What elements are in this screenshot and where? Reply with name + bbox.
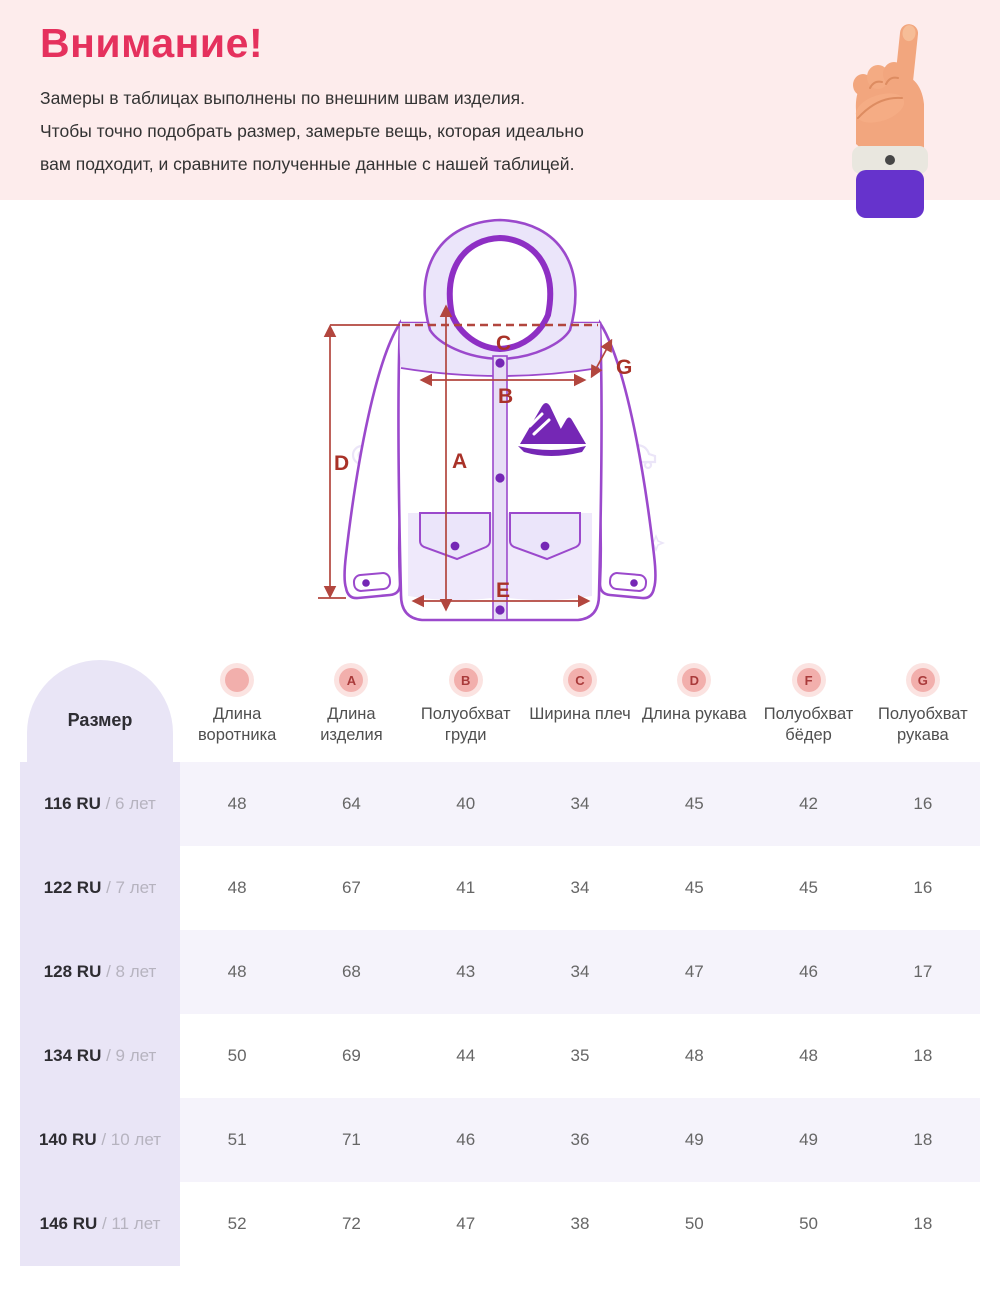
measure-letter: G [911, 668, 935, 692]
column-header [523, 650, 637, 762]
value-cell: 34 [523, 762, 637, 846]
value-cell: 69 [341, 1046, 361, 1065]
value-cell: 18 [913, 1214, 933, 1233]
value-cell: 49 [751, 1098, 865, 1182]
size-cell [20, 1098, 180, 1182]
size-value: 128 RU [43, 962, 102, 981]
column-label: Ширина плеч [529, 705, 631, 723]
value-cell: 16 [913, 878, 933, 897]
measure-letter-icon [449, 663, 483, 697]
value-cell: 49 [637, 1098, 751, 1182]
size-column-header [20, 650, 180, 762]
value-cell: 50 [684, 1214, 704, 1233]
value-cell: 17 [866, 930, 980, 1014]
column-header [180, 650, 294, 762]
measure-letter-icon [563, 663, 597, 697]
measure-letter-icon [792, 663, 826, 697]
measure-letter-icon [677, 663, 711, 697]
value-cell: 48 [684, 1046, 704, 1065]
column-header [866, 650, 980, 762]
value-cell: 72 [341, 1214, 361, 1233]
size-value: 122 RU [43, 878, 102, 897]
label-b: B [498, 385, 514, 408]
column-header [294, 650, 408, 762]
measure-letter-icon [906, 663, 940, 697]
value-cell: 50 [227, 1046, 247, 1065]
notice-title: Внимание! [40, 20, 264, 66]
label-a: A [452, 450, 468, 473]
jacket-diagram [300, 210, 700, 648]
age-value: / 9 лет [101, 1046, 157, 1065]
value-cell: 64 [294, 762, 408, 846]
value-cell: 44 [456, 1046, 476, 1065]
value-cell: 48 [180, 762, 294, 846]
size-table [20, 650, 980, 1266]
value-cell: 67 [341, 878, 361, 897]
value-cell: 47 [456, 1214, 476, 1233]
pointing-hand-icon [844, 22, 936, 218]
age-value: / 8 лет [101, 962, 157, 981]
size-header-capsule: Размер [27, 660, 173, 762]
label-e: E [496, 579, 511, 602]
column-header [751, 650, 865, 762]
size-value: 140 RU [38, 1130, 97, 1149]
column-label: Полуобхват бёдер [763, 705, 854, 744]
age-value: / 7 лет [101, 878, 157, 897]
value-cell: 16 [866, 762, 980, 846]
label-g: G [616, 356, 633, 379]
column-header [409, 650, 523, 762]
value-cell: 51 [180, 1098, 294, 1182]
value-cell: 68 [294, 930, 408, 1014]
measure-letter: B [454, 668, 478, 692]
measure-letter: A [339, 668, 363, 692]
size-cell [20, 1182, 180, 1266]
notice-line-1: Замеры в таблицах выполнены по внешним швам изделия. [40, 88, 525, 108]
measure-letter: D [682, 668, 706, 692]
notice-text [40, 82, 584, 181]
value-cell: 40 [409, 762, 523, 846]
value-cell: 50 [799, 1214, 819, 1233]
measure-letter: C [568, 668, 592, 692]
size-cell [20, 846, 180, 930]
column-label: Полуобхват рукава [878, 705, 968, 744]
value-cell: 42 [751, 762, 865, 846]
size-cell [20, 930, 180, 1014]
size-value: 134 RU [43, 1046, 102, 1065]
label-d: D [334, 452, 350, 475]
value-cell: 41 [456, 878, 476, 897]
column-label: Полуобхват груди [420, 705, 511, 744]
measure-letter-icon [334, 663, 368, 697]
value-cell: 18 [913, 1046, 933, 1065]
value-cell: 46 [409, 1098, 523, 1182]
value-cell: 48 [227, 878, 247, 897]
size-value: 116 RU [44, 794, 101, 813]
notice-line-2: Чтобы точно подобрать размер, замерьте вещь, которая идеально [40, 121, 584, 141]
size-value: 146 RU [39, 1214, 98, 1233]
measure-letter-icon [220, 663, 254, 697]
column-label: Длина воротника [197, 705, 277, 744]
measure-letter [225, 668, 249, 692]
size-cell [20, 1014, 180, 1098]
column-label: Длина рукава [641, 705, 747, 723]
label-c: C [496, 332, 512, 355]
value-cell: 45 [799, 878, 819, 897]
notice-line-3: вам подходит, и сравните полученные данные с нашей таблицей. [40, 154, 575, 174]
column-header [637, 650, 751, 762]
value-cell: 46 [751, 930, 865, 1014]
value-cell: 45 [637, 762, 751, 846]
age-value: / 11 лет [97, 1214, 161, 1233]
value-cell: 34 [570, 878, 590, 897]
value-cell: 38 [570, 1214, 590, 1233]
value-cell: 45 [684, 878, 704, 897]
value-cell: 18 [866, 1098, 980, 1182]
age-value: / 10 лет [96, 1130, 162, 1149]
value-cell: 35 [570, 1046, 590, 1065]
age-value: / 6 лет [100, 794, 156, 813]
value-cell: 43 [409, 930, 523, 1014]
column-label: Длина изделия [320, 705, 383, 744]
measure-letter: F [797, 668, 821, 692]
value-cell: 48 [180, 930, 294, 1014]
value-cell: 71 [294, 1098, 408, 1182]
value-cell: 47 [637, 930, 751, 1014]
size-cell [20, 762, 180, 846]
value-cell: 52 [227, 1214, 247, 1233]
value-cell: 36 [523, 1098, 637, 1182]
value-cell: 34 [523, 930, 637, 1014]
value-cell: 48 [799, 1046, 819, 1065]
